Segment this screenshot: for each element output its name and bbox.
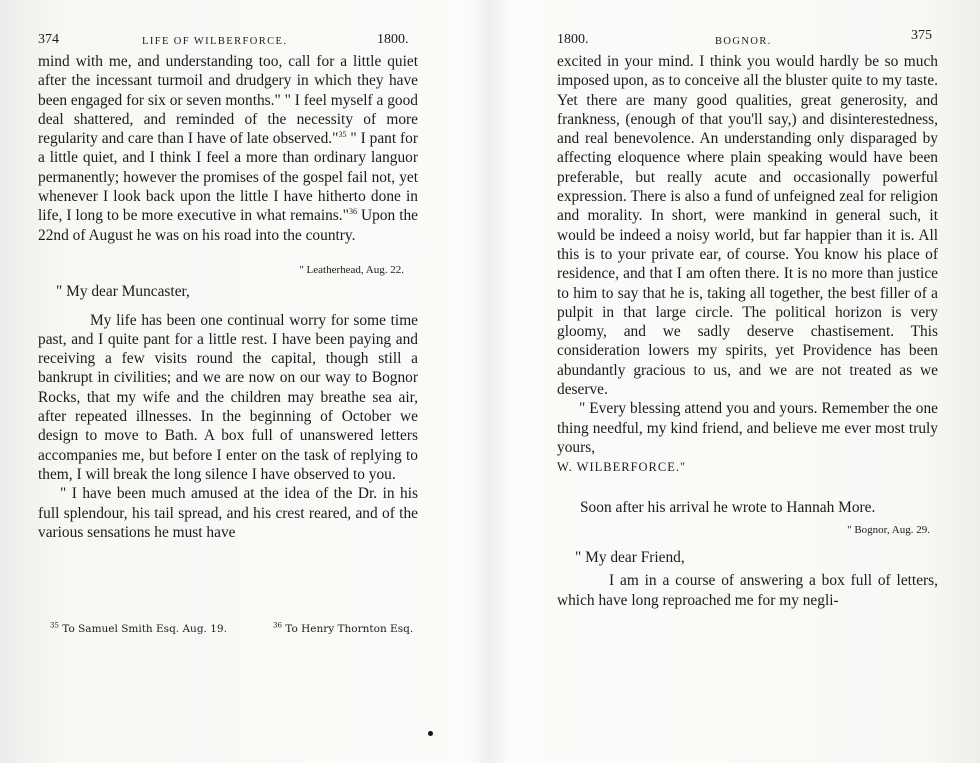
left-running-head — [38, 22, 418, 46]
letter-signature: W. WILBERFORCE." — [557, 460, 687, 475]
right-body-text — [557, 52, 938, 610]
footnote-ref-35: 35 — [338, 130, 347, 140]
left-letter-dateline: " Leatherhead, Aug. 22. — [299, 263, 404, 276]
right-letter-start: I am in a course of answering a box full of letters, which have long reproached me for my negli- — [557, 572, 938, 609]
left-opening-paragraph: mind with me, and understanding too, call for a little quiet after the incessant turmoil and drudgery in which they have been engaged for six or seven months." " I feel myself a good deal shattered, and reminded of the necessity of more regularity and care than I have of late observed."$^{35}$ " I pant for a little quiet, and I think I feel a more than ordinary languor permanently; however the promises of the gospel fail not, yet whenever I look back upon the little I have hitherto done in life, I long to be more executive in what remains."$^{36}$ Upon the 22nd of August he was on his road into the country. — [38, 53, 418, 244]
right-page — [557, 22, 938, 610]
left-body-text — [38, 52, 418, 542]
right-running-head — [557, 22, 938, 46]
right-page-number: 375 — [911, 28, 932, 43]
left-letter-salutation: " My dear Muncaster, — [56, 283, 190, 301]
right-running-title: BOGNOR. — [715, 36, 772, 47]
footnote-36: $^{36}$ To Henry Thornton Esq. — [273, 621, 414, 635]
left-running-title: LIFE OF WILBERFORCE. — [142, 36, 288, 47]
left-page — [38, 22, 418, 542]
right-page-year: 1800. — [557, 32, 589, 47]
right-lead-sentence: Soon after his arrival he wrote to Hannah More. — [580, 498, 876, 516]
right-paragraph-1: excited in your mind. I think you would hardly be so much imposed upon, as to conceive all the bluster quite to my taste. Yet there are many good qualities, great generosity, and frankness, (enough of that you'll say,) and disinterestedness, and real benevolence. An understanding only disparaged by affecting eloquence where plain speaking would have been preferable, but really acute and occasionally powerful expression. There is also a fund of unfeigned zeal for religion and morality. In short, were mankind in general such, it would be indeed a noisy world, but far happier than it is. All this is to your private ear, of course. You know his place of residence, and that I am often there. It is no more than justice to him to say that he is, taking all together, the best filler of a pulpit in that large circle. The political horizon is very gloomy, and we sadly deserve chastisement. This consideration lowers my spirits, yet Providence has been abundantly gracious to us, and we are not treated as we deserve. — [557, 53, 938, 399]
left-page-number: 374 — [38, 32, 59, 47]
right-letter-dateline: " Bognor, Aug. 29. — [847, 523, 930, 536]
right-paragraph-2: " Every blessing attend you and yours. Remember the one thing needful, my kind friend, and believe me ever most truly yours, — [557, 400, 938, 456]
decorative-dot — [428, 731, 433, 736]
left-letter-paragraph-1: My life has been one continual worry for some time past, and I quite pant for a little rest. I have been paying and receiving a few visits round the capital, though still a bankrupt in civilities; and we are now on our way to Bognor Rocks, that my wife and the children may breathe sea air, after repeated illnesses. In the beginning of October we design to move to Bath. A box full of unanswered letters accompanies me, but before I enter on the task of replying to them, I will break the long silence I have observed to you. — [38, 311, 418, 483]
right-letter-salutation: " My dear Friend, — [575, 549, 685, 567]
left-footnotes — [50, 623, 420, 636]
footnote-35: $^{35}$ To Samuel Smith Esq. Aug. 19. — [50, 621, 227, 635]
left-page-year: 1800. — [377, 32, 409, 47]
left-letter-paragraph-2: " I have been much amused at the idea of the Dr. in his full splendour, his tail spread, and his crest reared, and of the various sensations he must have — [38, 485, 418, 541]
footnote-ref-36: 36 — [348, 207, 357, 217]
